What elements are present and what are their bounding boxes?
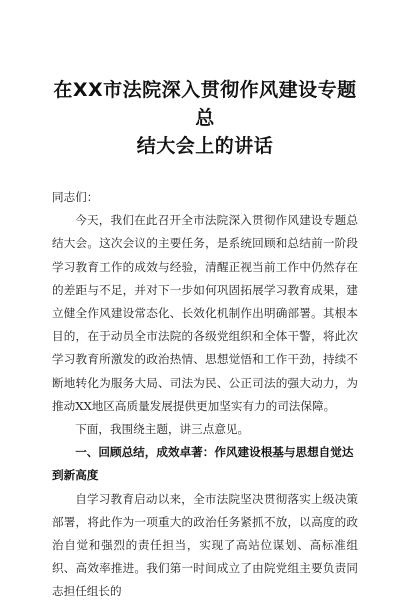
- document-body: [52, 186, 358, 604]
- section-heading-1: 一、回顾总结，成效卓著：作风建设根基与思想自觉达到新高度: [52, 445, 354, 483]
- paragraph-section-1: 自学习教育启动以来，全市法院坚决贯彻落实上级决策部署，将此作为一项重大的政治任务紧抓不放，以高度的政治自觉和强烈的责任担当，实现了高站位谋划、高标准组织、高效率推进。我们第一时间成立了由院党组主要负责同志担任组长的: [52, 491, 358, 599]
- paragraph-opening: 今天，我们在此召开全市法院深入贯彻作风建设专题总结大会。这次会议的主要任务，是系统回顾和总结前一阶段学习教育工作的成效与经验，清醒正视当前工作中仍然存在的差距与不足，并对下一步如何巩固拓展学习教育成果，建立健全作风建设常态化、长效化机制作出明确部署。其根本目的，在于动员全市法院的各级党组织和全体干警，将此次学习教育所激发的政治热情、思想觉悟和工作干劲，持续不断地转化为服务大局、司法为民、公正司法的强大动力，为推动XX地区高质量发展提供更加坚实有力的司法保障。: [52, 213, 358, 413]
- title-line-1: 在XX市法院深入贯彻作风建设专题总: [53, 79, 357, 129]
- title-line-2: 结大会上的讲话: [136, 135, 274, 157]
- paragraph-transition: 下面，我围绕主题，讲三点意见。: [75, 422, 250, 437]
- page-title: [52, 0, 358, 160]
- salutation: 同志们：: [52, 190, 99, 204]
